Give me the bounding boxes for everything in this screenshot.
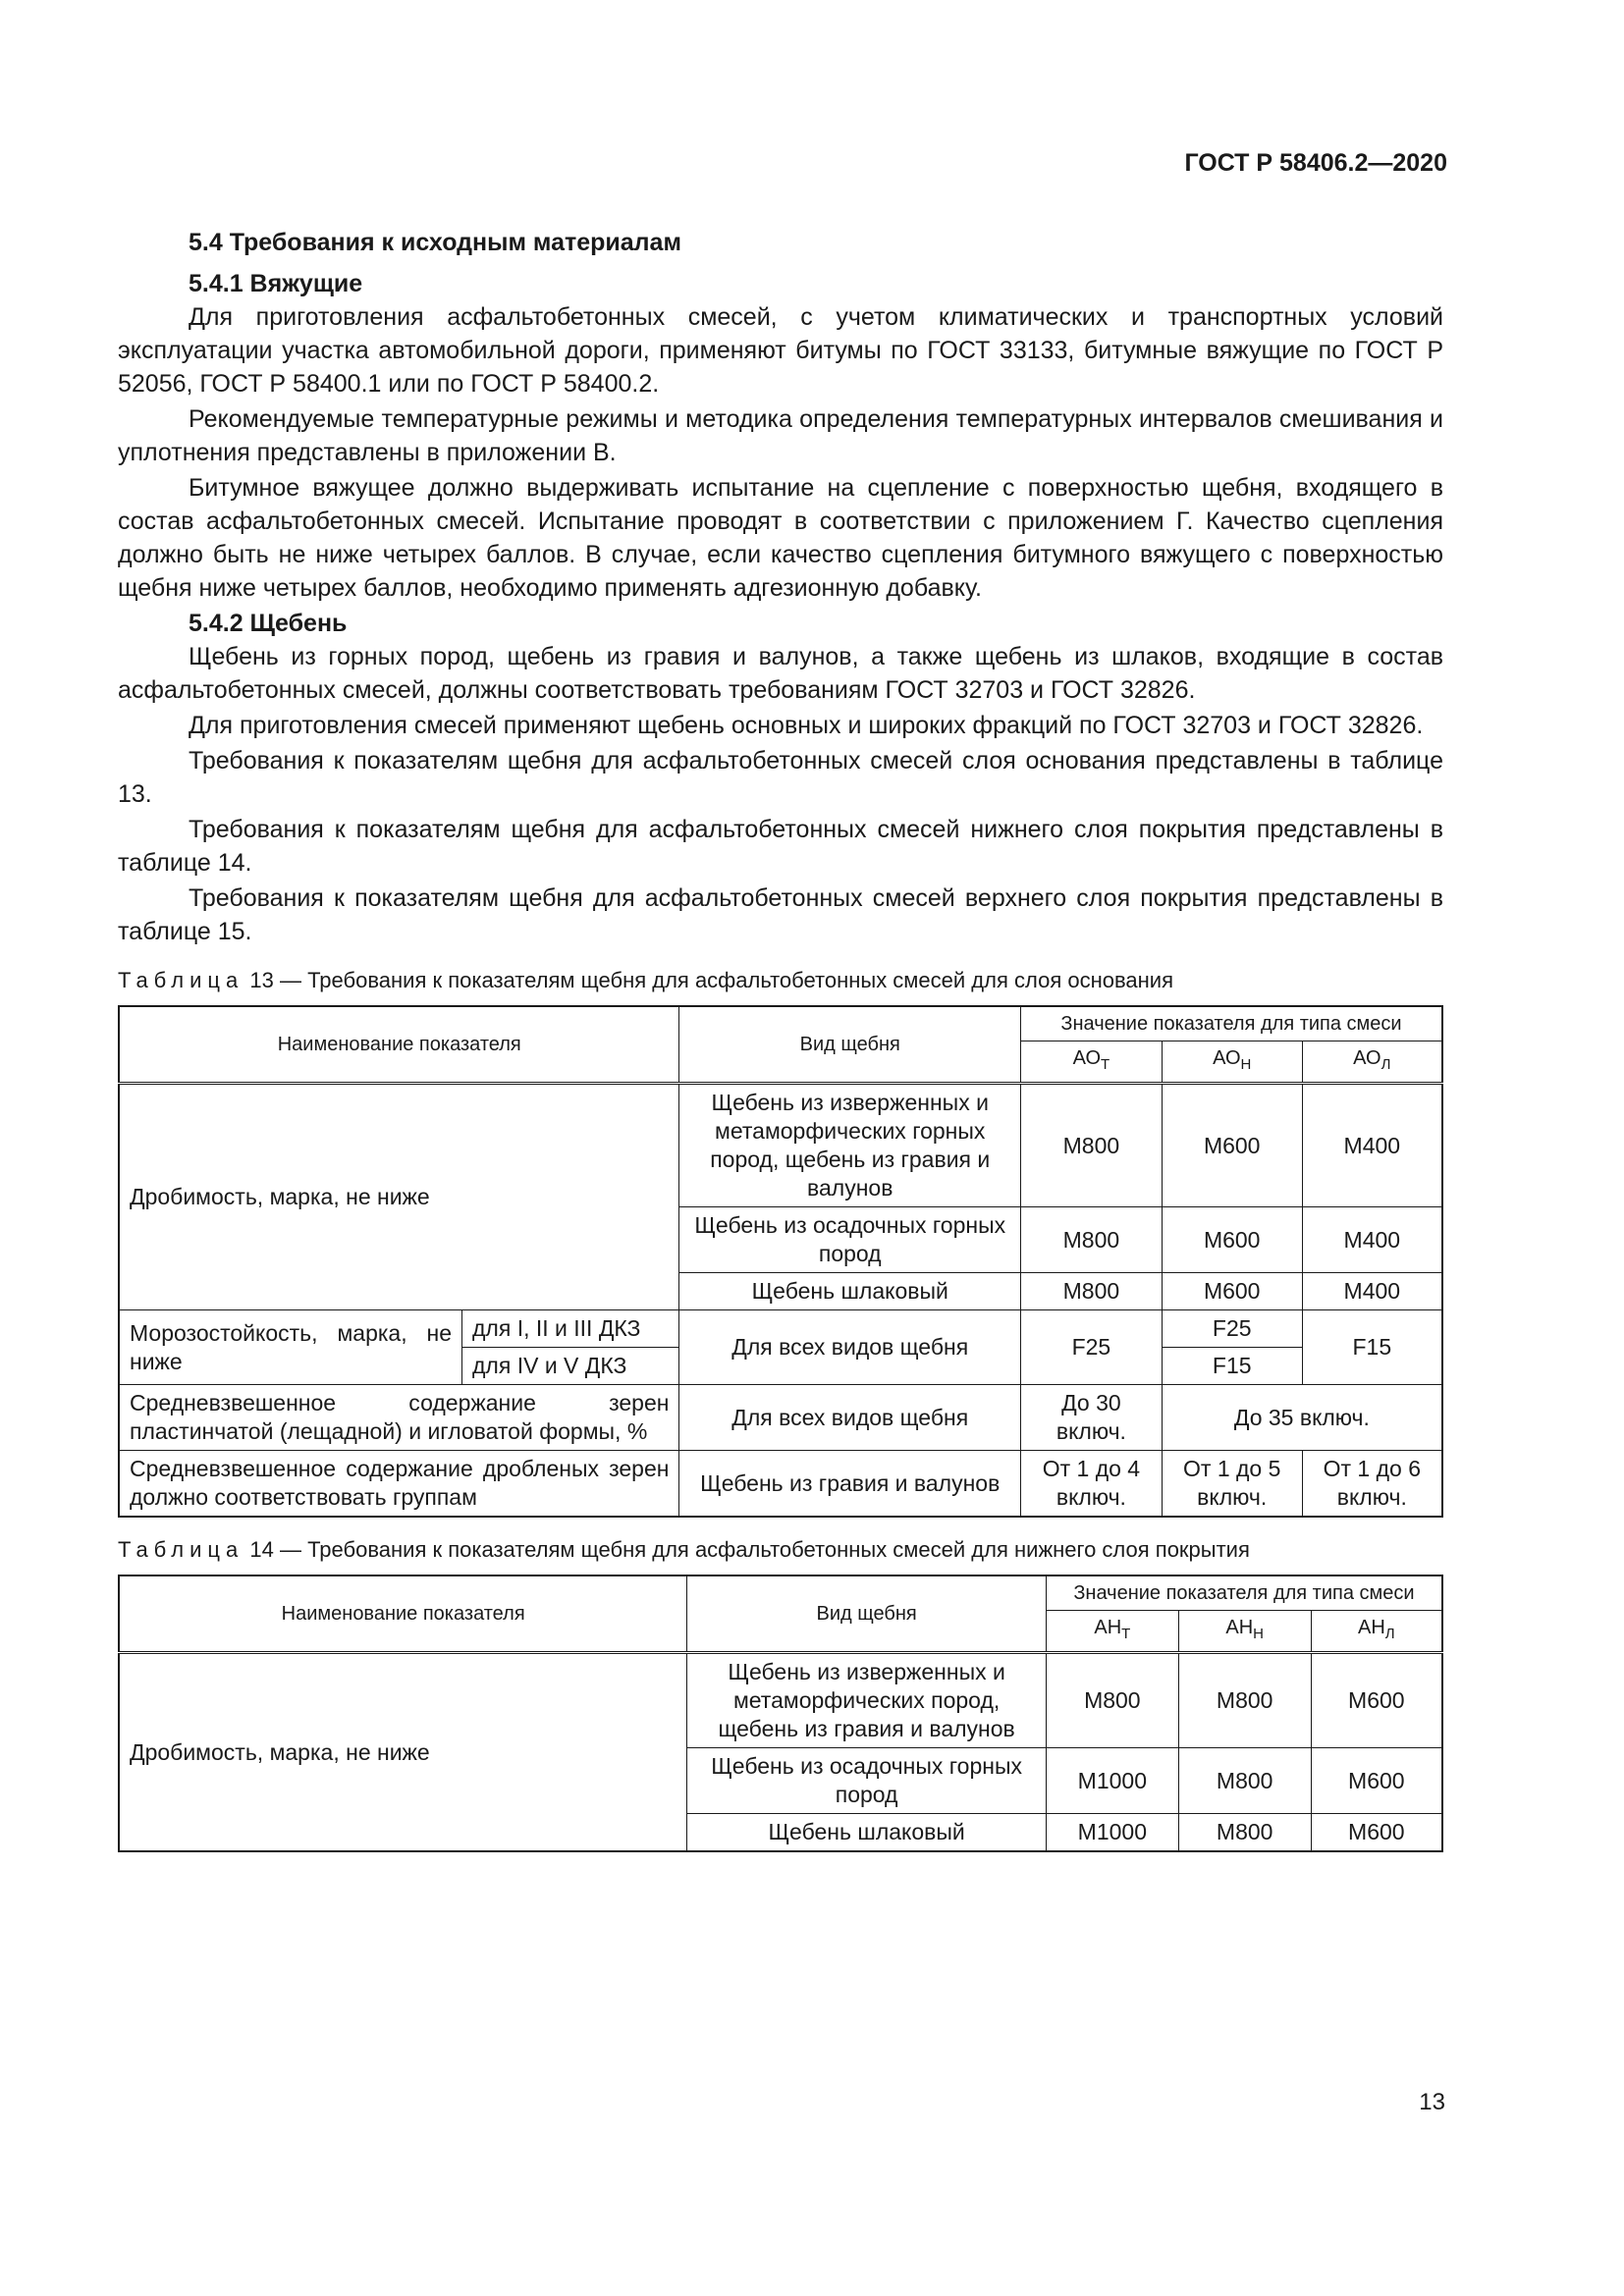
value-cell: F15 [1162,1348,1302,1385]
header-indicator: Наименование показателя [119,1006,679,1084]
frost-zone-cell: для IV и V ДКЗ [462,1348,679,1385]
section-title: 5.4 Требования к исходным материалам [189,229,681,256]
paragraph: Требования к показателям щебня для асфальтобетонных смесей нижнего слоя покрытия представлены в таблице 14. [118,816,1443,877]
table-14 [118,1575,1443,1852]
paragraph: Для приготовления асфальтобетонных смесей, с учетом климатических и транспортных условий эксплуатации участка автомобильной дороги, применяют битумы по ГОСТ 33133, битумные вяжущие по ГОСТ Р 52056, ГОСТ Р 58400.1 или по ГОСТ Р 58400.2. [118,303,1443,398]
header-stone-type: Вид щебня [679,1006,1021,1084]
paragraph: Рекомендуемые температурные режимы и методика определения температурных интервалов смешивания и уплотнения представлены в приложении В. [118,405,1443,466]
crushability-label: Дробимость, марка, не ниже [119,1084,679,1310]
standard-number: ГОСТ Р 58406.2—2020 [1184,149,1447,177]
stone-type-cell: Щебень шлаковый [687,1814,1047,1852]
value-cell: F25 [1021,1310,1163,1385]
value-cell: М800 [1178,1653,1311,1748]
paragraph: Требования к показателям щебня для асфальтобетонных смесей слоя основания представлены в таблице 13. [118,747,1443,808]
header-value-group: Значение показателя для типа смеси [1046,1575,1442,1611]
binders-title: 5.4.1 Вяжущие [189,270,363,297]
value-cell: От 1 до 4 включ. [1021,1451,1163,1518]
value-cell: До 35 включ. [1162,1385,1442,1451]
page-number: 13 [1419,2089,1445,2115]
table-row [119,1310,1442,1348]
header-stone-type: Вид щебня [687,1575,1047,1653]
value-cell: F25 [1162,1310,1302,1348]
stone-type-cell: Для всех видов щебня [679,1385,1021,1451]
header-mix-type: $АН_Т$ [1046,1611,1178,1653]
stone-type-cell: Щебень из изверженных и метаморфических пород, щебень из гравия и валунов [687,1653,1047,1748]
table-13-caption [118,966,1443,995]
crushability-label: Дробимость, марка, не ниже [119,1653,687,1852]
value-cell: М800 [1021,1273,1163,1310]
value-cell: От 1 до 5 включ. [1162,1451,1302,1518]
table-row [119,1653,1442,1748]
stone-type-cell: Щебень из гравия и валунов [679,1451,1021,1518]
value-cell: М600 [1311,1748,1442,1814]
table-caption-text: 14 — Требования к показателям щебня для асфальтобетонных смесей для нижнего слоя покрытия [249,1537,1250,1562]
table-row [119,1451,1442,1518]
paragraph: Требования к показателям щебня для асфальтобетонных смесей верхнего слоя покрытия представлены в таблице 15. [118,884,1443,945]
table-caption-text: 13 — Требования к показателям щебня для асфальтобетонных смесей для слоя основания [249,968,1173,992]
stone-type-cell: Щебень из осадочных горных пород [687,1748,1047,1814]
stone-type-cell: Щебень из изверженных и метаморфических горных пород, щебень из гравия и валунов [679,1084,1021,1207]
frost-zone-cell: для I, II и III ДКЗ [462,1310,679,1348]
value-cell: М1000 [1046,1814,1178,1852]
value-cell: М400 [1302,1207,1442,1273]
value-cell: М400 [1302,1273,1442,1310]
stone-type-cell: Щебень из осадочных горных пород [679,1207,1021,1273]
value-cell: М400 [1302,1084,1442,1207]
page-content [118,226,1443,1852]
crushed-stone-title: 5.4.2 Щебень [189,610,348,637]
header-mix-type: $АО_Н$ [1162,1041,1302,1084]
stone-type-cell: Для всех видов щебня [679,1310,1021,1385]
value-cell: М600 [1162,1207,1302,1273]
value-cell: М600 [1311,1814,1442,1852]
value-cell: М800 [1021,1207,1163,1273]
paragraph: Для приготовления смесей применяют щебень основных и широких фракций по ГОСТ 32703 и ГОСТ 32826. [189,712,1424,739]
header-indicator: Наименование показателя [119,1575,687,1653]
value-cell: М800 [1021,1084,1163,1207]
value-cell: До 30 включ. [1021,1385,1163,1451]
table-row [119,1385,1442,1451]
crushed-grains-label: Средневзвешенное содержание дробленых зерен должно соответствовать группам [119,1451,679,1518]
paragraph: Щебень из горных пород, щебень из гравия и валунов, а также щебень из шлаков, входящие в состав асфальтобетонных смесей, должны соответствовать требованиям ГОСТ 32703 и ГОСТ 32826. [118,643,1443,704]
frost-label: Морозостойкость, марка, не ниже [119,1310,462,1385]
paragraph: Битумное вяжущее должно выдерживать испытание на сцепление с поверхностью щебня, входящего в состав асфальтобетонных смесей. Испытание проводят в соответствии с приложением Г. Качество сцепления должно быть не ниже четырех баллов. В случае, если качество сцепления битумного вяжущего с поверхностью щебня ниже четырех баллов, необходимо применять адгезионную добавку. [118,474,1443,602]
value-cell: М600 [1311,1653,1442,1748]
table-14-caption [118,1535,1443,1565]
value-cell: М800 [1178,1814,1311,1852]
stone-type-cell: Щебень шлаковый [679,1273,1021,1310]
value-cell: F15 [1302,1310,1442,1385]
value-cell: М1000 [1046,1748,1178,1814]
value-cell: От 1 до 6 включ. [1302,1451,1442,1518]
header-mix-type: $АО_Т$ [1021,1041,1163,1084]
table-caption-word: Таблица [118,968,244,992]
value-cell: М600 [1162,1273,1302,1310]
table-caption-word: Таблица [118,1537,244,1562]
table-row [119,1084,1442,1207]
table-13 [118,1005,1443,1518]
value-cell: М600 [1162,1084,1302,1207]
value-cell: М800 [1178,1748,1311,1814]
header-mix-type: $АН_Л$ [1311,1611,1442,1653]
flaky-label: Средневзвешенное содержание зерен пластинчатой (лещадной) и игловатой формы, % [119,1385,679,1451]
value-cell: М800 [1046,1653,1178,1748]
header-value-group: Значение показателя для типа смеси [1021,1006,1443,1041]
header-mix-type: $АН_Н$ [1178,1611,1311,1653]
header-mix-type: $АО_Л$ [1302,1041,1442,1084]
